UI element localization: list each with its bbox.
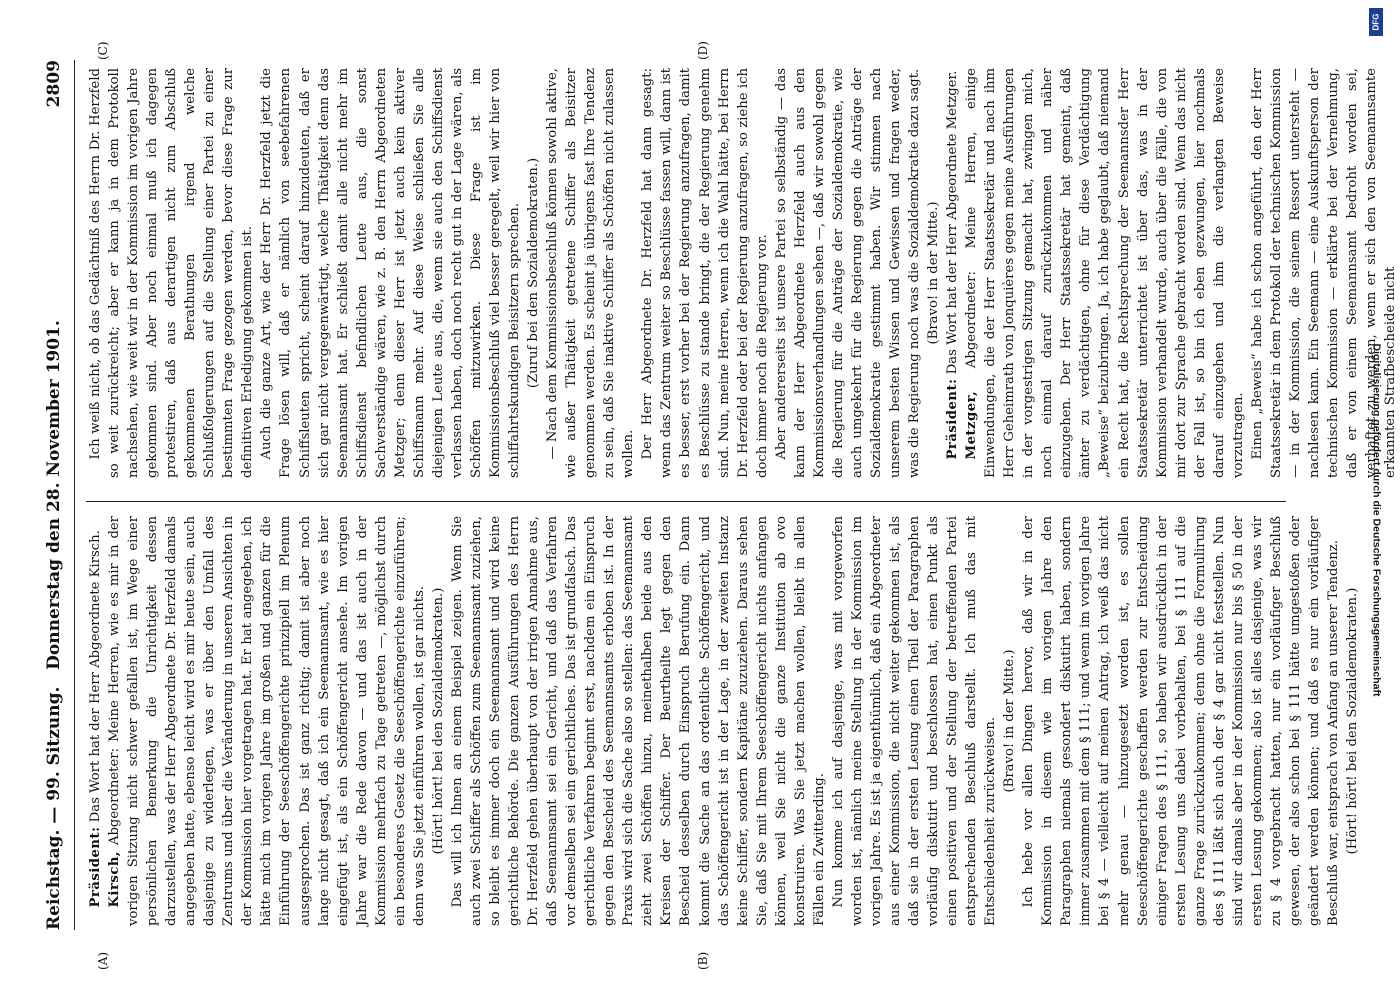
header-left: Reichstag. — 99. Sitzung. <box>44 686 64 930</box>
speaker-name: Präsident: <box>88 826 103 908</box>
left-column <box>86 516 1361 926</box>
left-column-paragraph: (Bravo! in der Mitte.) <box>1002 649 1018 793</box>
right-column-paragraph: (Bravo! in der Mitte.) <box>926 201 942 345</box>
left-column-paragraph: (Hört! hört! bei den Sozialdemokraten.) <box>1345 587 1361 855</box>
header-date: Donnerstag den 28. November 1901. <box>44 320 64 670</box>
right-column-paragraph: Einen „Beweis“ habe ich schon angeführt, den der Herr Staatssekretär in dem Protokoll der technischen Kommission — in der Kommission, die seinem Ressort untersteht — nachlesen kann. Ein Seemann — eine Auskunftsperson der technischen Kommission — erklärte bei der Vernehmung, daß er von einem Seemannsamt bedroht worden sei, verhaftet zu werden, wenn er sich den von Seemannsamte erkannten Strafbescheide nicht <box>1249 68 1399 478</box>
left-column-paragraph: Nun komme ich auf dasjenige, was mit vorgeworfen worden ist, nämlich meine Stellung in der Kommission im vorigen Jahre. Es ist ja eigenthümlich, daß ein Abgeordneter aus einer Kommission, die nicht weiter gekommen ist, als daß sie in der ersten Lesung einen Theil der Paragraphen vorläufig diskutirt und beschlossen hat, einen Punkt als einen positiven und der Stellung der betreffenden Partei entsprechenden Beschluß darstellt. Ich muß das mit Entschiedenheit zurückweisen. <box>830 516 999 926</box>
right-column <box>86 68 1399 478</box>
left-column-paragraph: (Hört! hört! bei den Sozialdemokraten.) <box>430 587 446 855</box>
margin-marker-a: (A) <box>96 951 110 970</box>
margin-marker-c: (C) <box>96 41 110 60</box>
speaker-name: Präsident: <box>945 378 961 460</box>
right-column-paragraph: Der Herr Abgeordnete Dr. Herzfeld hat dann gesagt: wenn das Zentrum weiter so Beschlüsse fassen will, dann ist es besser, erst vorher bei der Regierung anzufragen, damit es Beschlüsse zu stande bringt, die der Regierung genehm sind. Nun, meine Herren, wenn ich die Wahl hätte, bei Herrn Dr. Herzfeld oder bei der Regierung anzufragen, so ziehe ich doch immer noch die Regierung vor. <box>640 68 770 478</box>
left-column-paragraph: Ich hebe vor allen Dingen hervor, daß wir in der Kommission in diesem wie im vorigen Jahre den Paragraphen niemals gesondert diskutirt haben, sondern immer zusammen mit dem § 111; und wenn im vorigen Jahre bei § 4 — vielleicht auf meinen Antrag, ich weiß das nicht mehr genau — hinzugesetzt worden ist, es sollen Seeschöffengerichte geschaffen werden zur Entscheidung einiger Fragen des § 111, so haben wir ausdrücklich in der ersten Lesung uns dabei vorbehalten, bei § 111 auf die ganze Frage zurückzukommen; denn ohne die Formulirung des § 111 läßt sich auch der § 4 gar nicht feststellen. Nun sind wir damals aber in der Kommission nur bis § 50 in der ersten Lesung gekommen; also ist alles dasjenige, was wir zu § 4 vorgebracht hatten, nur ein vorläufiger Beschluß gewesen, der also schon bei § 111 hätte umgestoßen oder geändert werden können; und daß es nur ein vorläufiger Beschluß war, entsprach von Anfang an unserer Tendenz. <box>1021 516 1342 926</box>
right-column-paragraph <box>943 68 962 478</box>
right-column-paragraph: Aber andererseits ist unsere Partei so selbständig — das kann der Herr Abgeordnete Herzfeld auch aus den Kommissionsverhandlungen sehen —, daß wir sowohl gegen die Regierung für die Anträge der Sozialdemokratie, wie auch umgekehrt für die Regierung gegen die Anträge der Sozialdemokratie gestimmt haben. Wir stimmen nach unserem besten Wissen und Gewissen und fragen weder, was die Regierung noch was die Sozialdemokratie dazu sagt. <box>773 68 923 478</box>
left-column-paragraph: Das will ich Ihnen an einem Beispiel zeigen. Wenn Sie auch zwei Schiffer als Schöffen zum Seemannsamt zuziehen, so bleibt es immer doch ein Seemannsamt und wird keine gerichtliche Behörde. Die ganzen Ausführungen des Herrn Dr. Herzfeld gehen überhaupt von der irrigen Annahme aus, daß Seemannsamt sei ein Gericht, und daß das Verfahren vor demselben sei ein gerichtliches. Das ist grundfalsch. Das gerichtliche Verfahren beginnt erst, nachdem ein Einspruch gegen den Bescheid des Seemannsamts erhoben ist. In der Praxis wird sich die Sache also so stellen: das Seemannsamt zieht zwei Schöffen hinzu, meinethalben beide aus den Kreisen der Schiffer. Der Beurtheilte legt gegen den Bescheid desselben durch Einspruch Berufung ein. Dann kommt die Sache an das ordentliche Schöffengericht, und das Schöffengericht ist in der Lage, in der zweiten Instanz keine Schiffer, sondern Kapitäne zuzuziehen. Daraus sehen Sie, daß Sie mit Ihrem Seeschöffengericht nichts anfangen können, weil Sie nicht die ganze Institution ab ovo konstruiren. Was Sie jetzt machen wollen, bleibt in allen Fällen ein Zwitterding. <box>449 516 827 926</box>
margin-marker-b: (B) <box>696 951 710 970</box>
left-column-paragraph <box>105 516 429 926</box>
speech-text: Das Wort hat der Herr Abgeordnete Kirsch. <box>88 530 103 827</box>
header-rule <box>74 60 75 930</box>
page-number: 2809 <box>44 60 64 108</box>
speech-text: Das Wort hat der Herr Abgeordnete Metzger. <box>945 70 961 379</box>
speaker-name: Kirsch, <box>107 850 123 908</box>
speech-text: Abgeordneter: Meine Herren, einige Einwendungen, die der Herr Staatssekretär und nach ihm Herr Geheimrath von Jonquières gegen meine Ausführungen in der vorgestrigen Sitzung gemacht hat, zwingen mich, noch einmal darauf zurückzukommen und näher einzugehen. Der Herr Staatssekretär hat gemeint, daß ämter zu verdächtigen, ohne für diese Verdächtigung „Beweise“ beizubringen. Ja, ich habe geglaubt, daß niemand ein Recht hat, die Rechtsprechung der Seemannsder Herr Staatssekretär unterrichtet ist über das, was in der Kommission verhandelt wurde, auch über die Fälle, die von mir dort zur Sprache gebracht worden sind. Wenn das nicht der Fall ist, so bin ich eben gezwungen, hier nochmals darauf einzugehen und ihm die verlangten Beweise vorzutragen. <box>964 68 1246 478</box>
left-column-paragraph <box>86 516 105 926</box>
right-column-paragraph: (Zuruf bei den Sozialdemokraten.) <box>526 157 542 389</box>
right-column-paragraph: — Nach dem Kommissionsbeschluß können sowohl aktive, wie außer Thätigkeit getretene Schiffer als Beisitzer genommen werden. Es scheint ja übrigens fast Ihre Tendenz zu sein, daß Sie inaktive Schiffer als Schöffen nicht zulassen wollen. <box>545 68 637 478</box>
speaker-name: Metzger, <box>964 390 980 460</box>
right-column-paragraph: Auch die ganze Art, wie der Herr Dr. Herzfeld jetzt die Frage lösen will, daß er nämlich von seebefahrenen Schiffsleuten spricht, scheint darauf hinzudeuten, daß er sich gar nicht vergegenwärtigt, welche Thätigkeit denn das Seemannsamt hat. Er schließt damit alle nicht mehr im Schiffsdienst befindlichen Leute aus, die sonst Sachverständige wären, wie z. B. den Herrn Abgeordneten Metzger; denn dieser Herr ist jetzt auch kein aktiver Schiffsmann mehr. Auf diese Weise schließen Sie alle diejenigen Leute aus, die, wenn sie auch den Schiffsdienst verlassen haben, doch noch recht gut in der Lage wären, als Schöffen mitzuwirken. Diese Frage ist im Kommissionsbeschluß viel besser geregelt, weil wir hier von schiffahrtskundigen Beisitzern sprechen. <box>259 68 523 478</box>
speech-text: Abgeordneter: Meine Herren, wie es mir in der vorigen Sitzung nicht schwer gefallen ist, im Wege einer persönlichen Bemerkung die Unrichtigkeit dessen darzustellen, was der Herr Abgeordnete Dr. Herzfeld damals angegeben hatte, ebenso leicht wird es mir heute sein, auch dasjenige zu widerlegen, was er über den Umfall des Zentrums und über die Veränderung in unseren Ansichten in der Kommission hier vorgetragen hat. Er hat angegeben, ich hätte mich im vorigen Jahre im großen und ganzen für die Einführung der Seeschöffengerichte prinzipiell im Plenum ausgesprochen. Das ist ganz richtig; damit ist aber noch lange nicht gesagt, daß ich ein Seemannsamt, wie es hier eingefügt ist, als ein Schöffengericht ansehe. Im vorigen Jahre war die Rede davon — und das ist auch in der Kommission mehrfach zu Tage getreten —, möglichst durch ein besonderes Gesetz die Seeschöffengerichte einzuführen; denn was Sie jetzt einführen wollen, ist gar nichts. <box>107 516 427 926</box>
margin-marker-d: (D) <box>696 41 710 60</box>
right-column-paragraph: Ich weiß nicht, ob das Gedächtniß des Herrn Dr. Herzfeld so weit zurückreicht; aber er kann ja in dem Protokoll nachsehen, wie weit wir in der Kommission im vorigen Jahre gekommen sind. Aber noch einmal muß ich dagegen protestiren, daß aus derartigen nicht zum Abschluß gekommenen Berathungen irgend welche Schlußfolgerungen auf die Stellung einer Partei zu einer bestimmten Frage gezogen werden, bevor diese Frage zur definitiven Erledigung gekommen ist. <box>88 68 256 478</box>
right-column-paragraph <box>962 68 1248 478</box>
running-header <box>38 60 72 930</box>
digitization-credit: Digitalisierung gefördert durch die Deutsche Forschungsgemeinschaft <box>1369 343 1382 697</box>
column-separator <box>86 501 1286 502</box>
dfg-logo-text: DFG <box>1371 13 1381 31</box>
